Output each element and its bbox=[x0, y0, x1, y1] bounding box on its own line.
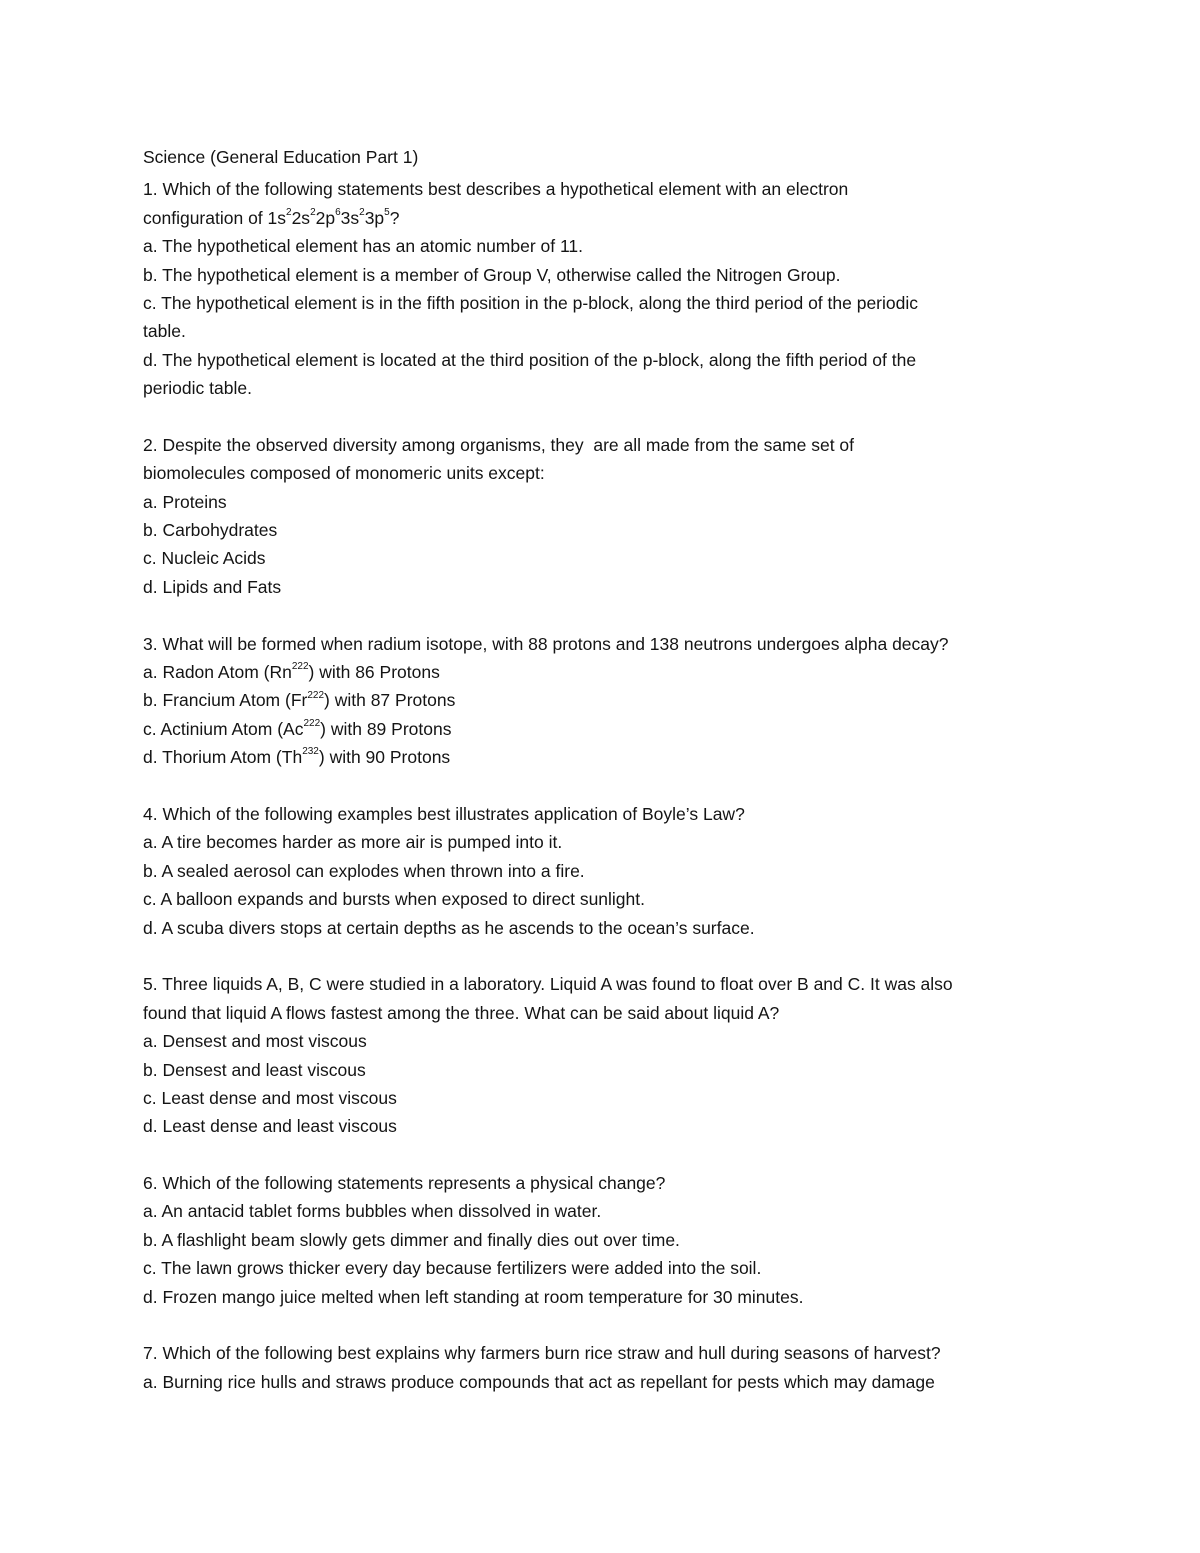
question-1 bbox=[143, 175, 1103, 402]
config-prefix: configuration of 1s bbox=[143, 207, 287, 228]
spacer bbox=[143, 601, 1103, 629]
answer-option bbox=[143, 658, 1103, 686]
option-text: ) with 90 Protons bbox=[318, 747, 451, 768]
config-exponent: 5 bbox=[384, 206, 390, 218]
question-stem: 7. Which of the following best explains why farmers burn rice straw and hull during seasons of harvest? bbox=[143, 1343, 941, 1364]
answer-option: a. An antacid tablet forms bubbles when dissolved in water. bbox=[143, 1201, 602, 1222]
config-exponent: 2 bbox=[286, 206, 292, 218]
answer-option: c. A balloon expands and bursts when exposed to direct sunlight. bbox=[143, 889, 645, 910]
document-title: Science (General Education Part 1) bbox=[143, 147, 419, 167]
option-text: c. Actinium Atom (Ac bbox=[143, 718, 304, 739]
answer-option bbox=[143, 715, 1103, 743]
option-text: ) with 86 Protons bbox=[308, 662, 440, 683]
option-text: d. Thorium Atom (Th bbox=[143, 747, 303, 768]
mass-number: 222 bbox=[291, 661, 309, 673]
spacer bbox=[143, 403, 1103, 431]
config-orbital: 3p bbox=[364, 207, 385, 228]
config-exponent: 2 bbox=[359, 206, 365, 218]
option-text: b. Francium Atom (Fr bbox=[143, 690, 308, 711]
answer-option: b. Densest and least viscous bbox=[143, 1059, 366, 1080]
answer-option: a. The hypothetical element has an atomic number of 11. bbox=[143, 236, 584, 257]
spacer bbox=[143, 1141, 1103, 1169]
answer-option: d. Frozen mango juice melted when left standing at room temperature for 30 minutes. bbox=[143, 1286, 804, 1307]
option-text: a. Radon Atom (Rn bbox=[143, 662, 292, 683]
question-stem: biomolecules composed of monomeric units except: bbox=[143, 463, 545, 484]
answer-option-continued: periodic table. bbox=[143, 378, 252, 399]
config-exponent: 2 bbox=[310, 206, 316, 218]
question-4 bbox=[143, 800, 1103, 942]
mass-number: 222 bbox=[307, 689, 325, 701]
answer-option: b. Carbohydrates bbox=[143, 520, 278, 541]
question-stem: 6. Which of the following statements represents a physical change? bbox=[143, 1173, 666, 1194]
answer-option: d. Lipids and Fats bbox=[143, 576, 282, 597]
answer-option-continued: table. bbox=[143, 321, 186, 342]
config-orbital: 3s bbox=[340, 207, 360, 228]
question-2 bbox=[143, 431, 1103, 601]
answer-option: c. Least dense and most viscous bbox=[143, 1087, 397, 1108]
answer-option: b. A sealed aerosol can explodes when thrown into a fire. bbox=[143, 860, 585, 881]
spacer bbox=[143, 772, 1103, 800]
mass-number: 222 bbox=[303, 717, 321, 729]
option-text: ) with 87 Protons bbox=[324, 690, 456, 711]
answer-option bbox=[143, 743, 1103, 771]
answer-option: c. Nucleic Acids bbox=[143, 548, 266, 569]
question-stem: 2. Despite the observed diversity among organisms, they are all made from the same set of bbox=[143, 434, 855, 455]
answer-option: c. The hypothetical element is in the fifth position in the p-block, along the third period of the periodic bbox=[143, 292, 918, 313]
spacer bbox=[143, 942, 1103, 970]
question-stem: 4. Which of the following examples best illustrates application of Boyle’s Law? bbox=[143, 803, 745, 824]
question-3 bbox=[143, 630, 1103, 772]
question-stem: 5. Three liquids A, B, C were studied in a laboratory. Liquid A was found to float over B and C. It was also bbox=[143, 974, 953, 995]
answer-option: a. Burning rice hulls and straws produce compounds that act as repellant for pests which may damage bbox=[143, 1371, 935, 1392]
answer-option: a. Proteins bbox=[143, 491, 227, 512]
question-stem: found that liquid A flows fastest among the three. What can be said about liquid A? bbox=[143, 1002, 780, 1023]
question-6 bbox=[143, 1169, 1103, 1311]
answer-option: c. The lawn grows thicker every day because fertilizers were added into the soil. bbox=[143, 1258, 762, 1279]
answer-option: a. A tire becomes harder as more air is pumped into it. bbox=[143, 832, 563, 853]
mass-number: 232 bbox=[302, 746, 319, 758]
answer-option: b. The hypothetical element is a member of Group V, otherwise called the Nitrogen Group. bbox=[143, 264, 841, 285]
spacer bbox=[143, 1311, 1103, 1339]
answer-option: a. Densest and most viscous bbox=[143, 1031, 367, 1052]
config-suffix: ? bbox=[389, 207, 400, 228]
config-orbital: 2s bbox=[291, 207, 311, 228]
config-exponent: 6 bbox=[335, 206, 341, 218]
electron-configuration bbox=[143, 204, 1103, 232]
option-text: ) with 89 Protons bbox=[320, 718, 452, 739]
answer-option: d. Least dense and least viscous bbox=[143, 1116, 397, 1137]
question-stem: 3. What will be formed when radium isotope, with 88 protons and 138 neutrons undergoes alpha decay? bbox=[143, 633, 949, 654]
question-7 bbox=[143, 1339, 1103, 1396]
question-5 bbox=[143, 970, 1103, 1140]
answer-option: d. The hypothetical element is located at the third position of the p-block, along the fifth period of the bbox=[143, 349, 917, 370]
answer-option: d. A scuba divers stops at certain depths as he ascends to the ocean’s surface. bbox=[143, 917, 755, 938]
answer-option bbox=[143, 686, 1103, 714]
question-stem: 1. Which of the following statements best describes a hypothetical element with an electron bbox=[143, 179, 849, 200]
document-body bbox=[143, 143, 1103, 1396]
config-orbital: 2p bbox=[315, 207, 336, 228]
answer-option: b. A flashlight beam slowly gets dimmer and finally dies out over time. bbox=[143, 1229, 680, 1250]
